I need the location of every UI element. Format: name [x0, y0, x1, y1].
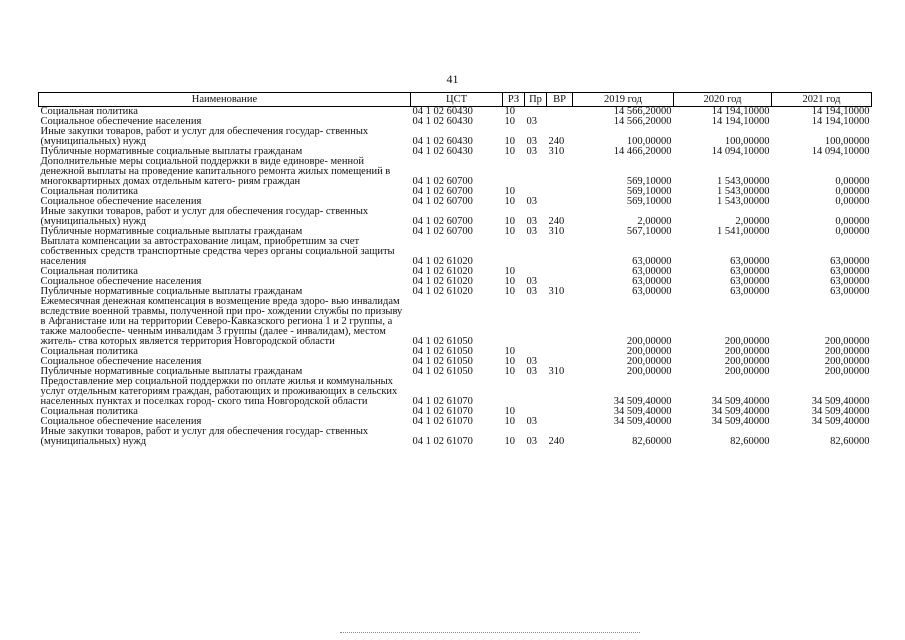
cell-name: Иные закупки товаров, работ и услуг для обеспечения государ- ственных (муниципальных) нужд	[40, 126, 369, 147]
cell-vr	[547, 237, 573, 267]
cell-rz: 10	[504, 146, 515, 157]
cell-cst: 04 1 02 61050	[412, 336, 473, 347]
cell-name: Социальное обеспечение населения	[40, 116, 202, 127]
cell-cst: 04 1 02 60700	[412, 226, 473, 237]
table-row	[39, 237, 872, 267]
footer-scan-artifact	[340, 632, 640, 633]
cell-y2019: 82,60000	[632, 436, 672, 447]
cell-vr: 240	[548, 216, 565, 227]
cell-y2021: 100,00000	[824, 136, 870, 147]
cell-vr	[547, 407, 573, 417]
cell-y2021: 200,00000	[824, 346, 870, 357]
table-row	[39, 157, 872, 187]
cell-y2019: 200,00000	[626, 356, 672, 367]
cell-pr: 03	[526, 226, 537, 237]
cell-y2019: 200,00000	[626, 336, 672, 347]
cell-rz: 10	[504, 436, 515, 447]
header-2020: 2020 год	[674, 93, 772, 107]
cell-cst: 04 1 02 61050	[412, 346, 473, 357]
header-vr: ВР	[547, 93, 573, 107]
cell-name: Публичные нормативные социальные выплаты гражданам	[40, 366, 303, 377]
cell-vr: 240	[548, 436, 565, 447]
cell-pr: 03	[526, 116, 537, 127]
cell-name: Иные закупки товаров, работ и услуг для обеспечения государ- ственных (муниципальных) нужд	[40, 426, 369, 447]
cell-y2019: 14 466,20000	[613, 146, 672, 157]
cell-pr: 03	[526, 356, 537, 367]
cell-rz: 10	[504, 416, 515, 427]
cell-y2020: 63,00000	[730, 276, 770, 287]
cell-name: Социальная политика	[40, 186, 138, 197]
cell-rz: 10	[504, 136, 515, 147]
cell-y2020: 1 543,00000	[717, 176, 770, 187]
cell-name: Предоставление мер социальной поддержки по оплате жилья и коммунальных услуг отдельным категориям граждан, работающих и проживающих в сельских населенных пунктах и поселках город- ского типа Новгородской области	[40, 376, 398, 407]
cell-y2021: 14 194,10000	[811, 116, 870, 127]
cell-rz: 10	[504, 116, 515, 127]
table-body	[39, 107, 872, 448]
cell-cst: 04 1 02 61070	[412, 396, 473, 407]
cell-y2019: 63,00000	[632, 256, 672, 267]
cell-pr: 03	[526, 146, 537, 157]
cell-y2019: 569,10000	[626, 186, 672, 197]
cell-pr: 03	[526, 286, 537, 297]
cell-rz: 10	[504, 346, 515, 357]
cell-rz: 10	[504, 196, 515, 207]
cell-y2021: 82,60000	[830, 436, 870, 447]
cell-y2021: 200,00000	[824, 336, 870, 347]
cell-cst: 04 1 02 61020	[412, 266, 473, 277]
cell-y2021: 63,00000	[830, 276, 870, 287]
cell-y2020: 14 094,10000	[711, 146, 770, 157]
cell-name: Дополнительные меры социальной поддержки в виде единовре- менной денежной выплаты на проведение капитального ремонта жилых помещений в многоквартирных домах отдельным катего- риям граждан	[40, 156, 391, 187]
cell-vr: 310	[548, 366, 565, 377]
cell-cst: 04 1 02 61070	[412, 416, 473, 427]
cell-y2020: 34 509,40000	[711, 396, 770, 407]
header-2021: 2021 год	[772, 93, 872, 107]
cell-vr	[547, 377, 573, 407]
budget-table	[38, 92, 872, 447]
cell-y2021: 14 094,10000	[811, 146, 870, 157]
cell-y2020: 200,00000	[724, 336, 770, 347]
cell-y2021: 0,00000	[835, 196, 870, 207]
cell-cst: 04 1 02 60700	[412, 176, 473, 187]
cell-y2020: 200,00000	[724, 366, 770, 377]
header-cst: ЦСТ	[411, 93, 503, 107]
cell-vr	[547, 347, 573, 357]
cell-cst: 04 1 02 61020	[412, 286, 473, 297]
cell-rz: 10	[504, 266, 515, 277]
cell-vr	[547, 157, 573, 187]
cell-rz: 10	[504, 406, 515, 417]
cell-pr: 03	[526, 196, 537, 207]
cell-y2021: 34 509,40000	[811, 416, 870, 427]
cell-y2019: 2,00000	[637, 216, 672, 227]
cell-pr: 03	[526, 216, 537, 227]
cell-cst: 04 1 02 61020	[412, 256, 473, 267]
header-pr: Пр	[525, 93, 547, 107]
cell-vr: 310	[548, 146, 565, 157]
cell-cst: 04 1 02 61070	[412, 436, 473, 447]
cell-y2019: 569,10000	[626, 196, 672, 207]
cell-vr	[547, 107, 573, 118]
cell-vr	[547, 267, 573, 277]
cell-vr	[547, 297, 573, 347]
cell-y2020: 100,00000	[724, 136, 770, 147]
cell-name: Публичные нормативные социальные выплаты гражданам	[40, 286, 303, 297]
cell-pr	[525, 297, 547, 347]
cell-y2019: 567,10000	[626, 226, 672, 237]
cell-y2020: 14 194,10000	[711, 106, 770, 117]
cell-y2019: 34 509,40000	[613, 416, 672, 427]
cell-y2019: 63,00000	[632, 276, 672, 287]
cell-rz: 10	[504, 186, 515, 197]
table-row	[39, 377, 872, 407]
cell-pr: 03	[526, 366, 537, 377]
table-row	[39, 297, 872, 347]
cell-rz: 10	[504, 356, 515, 367]
cell-rz	[503, 157, 525, 187]
cell-name: Социальная политика	[40, 266, 138, 277]
cell-y2020: 82,60000	[730, 436, 770, 447]
table-header-row	[39, 93, 872, 107]
cell-y2020: 1 543,00000	[717, 196, 770, 207]
cell-name: Ежемесячная денежная компенсация в возмещение вреда здоро- вью инвалидам вследствие военной травмы, полученной при про- хождении службы по призыву в Афганистане или на территории Северо-Кавказского региона 1 и 2 группы, а также малообеспе- ченным инвалидам 3 группы (далее - инвалидам), местом житель- ства которых является территория Новгородской области	[40, 296, 403, 347]
cell-y2021: 34 509,40000	[811, 406, 870, 417]
cell-cst: 04 1 02 60700	[412, 216, 473, 227]
cell-name: Публичные нормативные социальные выплаты гражданам	[40, 146, 303, 157]
cell-pr	[525, 237, 547, 267]
cell-cst: 04 1 02 60430	[412, 136, 473, 147]
cell-y2020: 1 543,00000	[717, 186, 770, 197]
cell-vr	[547, 117, 573, 127]
cell-name: Иные закупки товаров, работ и услуг для обеспечения государ- ственных (муниципальных) нужд	[40, 206, 369, 227]
cell-name: Социальная политика	[40, 106, 138, 117]
cell-y2019: 569,10000	[626, 176, 672, 187]
cell-y2019: 63,00000	[632, 266, 672, 277]
cell-y2020: 200,00000	[724, 356, 770, 367]
cell-y2019: 34 509,40000	[613, 396, 672, 407]
cell-name: Социальное обеспечение населения	[40, 276, 202, 287]
header-name: Наименование	[39, 93, 411, 107]
header-rz: РЗ	[503, 93, 525, 107]
cell-y2020: 1 541,00000	[717, 226, 770, 237]
cell-cst: 04 1 02 60700	[412, 186, 473, 197]
cell-vr	[547, 187, 573, 197]
cell-pr	[525, 377, 547, 407]
cell-y2019: 200,00000	[626, 366, 672, 377]
cell-y2019: 34 509,40000	[613, 406, 672, 417]
header-2019: 2019 год	[573, 93, 674, 107]
cell-cst: 04 1 02 60430	[412, 146, 473, 157]
cell-name: Социальная политика	[40, 406, 138, 417]
cell-y2020: 14 194,10000	[711, 116, 770, 127]
cell-rz	[503, 297, 525, 347]
cell-rz: 10	[504, 366, 515, 377]
cell-rz: 10	[504, 226, 515, 237]
cell-y2019: 100,00000	[626, 136, 672, 147]
cell-vr: 310	[548, 226, 565, 237]
cell-y2021: 0,00000	[835, 186, 870, 197]
cell-y2020: 63,00000	[730, 256, 770, 267]
page-number: 41	[446, 72, 459, 86]
cell-y2020: 34 509,40000	[711, 406, 770, 417]
cell-name: Социальная политика	[40, 346, 138, 357]
cell-cst: 04 1 02 61020	[412, 276, 473, 287]
cell-y2020: 63,00000	[730, 286, 770, 297]
cell-y2021: 200,00000	[824, 356, 870, 367]
cell-pr: 03	[526, 416, 537, 427]
cell-y2019: 14 566,20000	[613, 106, 672, 117]
cell-cst: 04 1 02 61070	[412, 406, 473, 417]
cell-y2021: 0,00000	[835, 176, 870, 187]
cell-y2020: 34 509,40000	[711, 416, 770, 427]
cell-y2021: 14 194,10000	[811, 106, 870, 117]
cell-y2020: 200,00000	[724, 346, 770, 357]
cell-y2021: 200,00000	[824, 366, 870, 377]
cell-y2020: 63,00000	[730, 266, 770, 277]
cell-y2021: 63,00000	[830, 266, 870, 277]
cell-name: Публичные нормативные социальные выплаты гражданам	[40, 226, 303, 237]
cell-name: Социальное обеспечение населения	[40, 356, 202, 367]
cell-y2021: 63,00000	[830, 256, 870, 267]
cell-y2021: 34 509,40000	[811, 396, 870, 407]
cell-vr: 240	[548, 136, 565, 147]
cell-y2019: 63,00000	[632, 286, 672, 297]
cell-vr	[547, 417, 573, 427]
cell-y2021: 0,00000	[835, 226, 870, 237]
cell-cst: 04 1 02 61050	[412, 356, 473, 367]
cell-pr: 03	[526, 136, 537, 147]
cell-rz: 10	[504, 106, 515, 117]
cell-name: Социальное обеспечение населения	[40, 196, 202, 207]
table-row	[39, 427, 872, 447]
cell-y2021: 0,00000	[835, 216, 870, 227]
cell-y2019: 200,00000	[626, 346, 672, 357]
cell-pr: 03	[526, 276, 537, 287]
cell-rz	[503, 377, 525, 407]
cell-rz: 10	[504, 276, 515, 287]
cell-vr	[547, 197, 573, 207]
cell-pr: 03	[526, 436, 537, 447]
cell-rz: 10	[504, 216, 515, 227]
cell-pr	[525, 157, 547, 187]
cell-vr: 310	[548, 286, 565, 297]
cell-cst: 04 1 02 60700	[412, 196, 473, 207]
table-row	[39, 207, 872, 227]
cell-y2019: 14 566,20000	[613, 116, 672, 127]
cell-y2020: 2,00000	[735, 216, 770, 227]
cell-name: Выплата компенсации за автострахование лицам, приобретшим за счет собственных средств транспортные средства через органы социальной защиты населения	[40, 236, 395, 267]
cell-cst: 04 1 02 61050	[412, 366, 473, 377]
cell-y2021: 63,00000	[830, 286, 870, 297]
cell-rz	[503, 237, 525, 267]
cell-cst: 04 1 02 60430	[412, 116, 473, 127]
cell-cst: 04 1 02 60430	[412, 106, 473, 117]
table-row	[39, 127, 872, 147]
cell-name: Социальное обеспечение населения	[40, 416, 202, 427]
cell-rz: 10	[504, 286, 515, 297]
